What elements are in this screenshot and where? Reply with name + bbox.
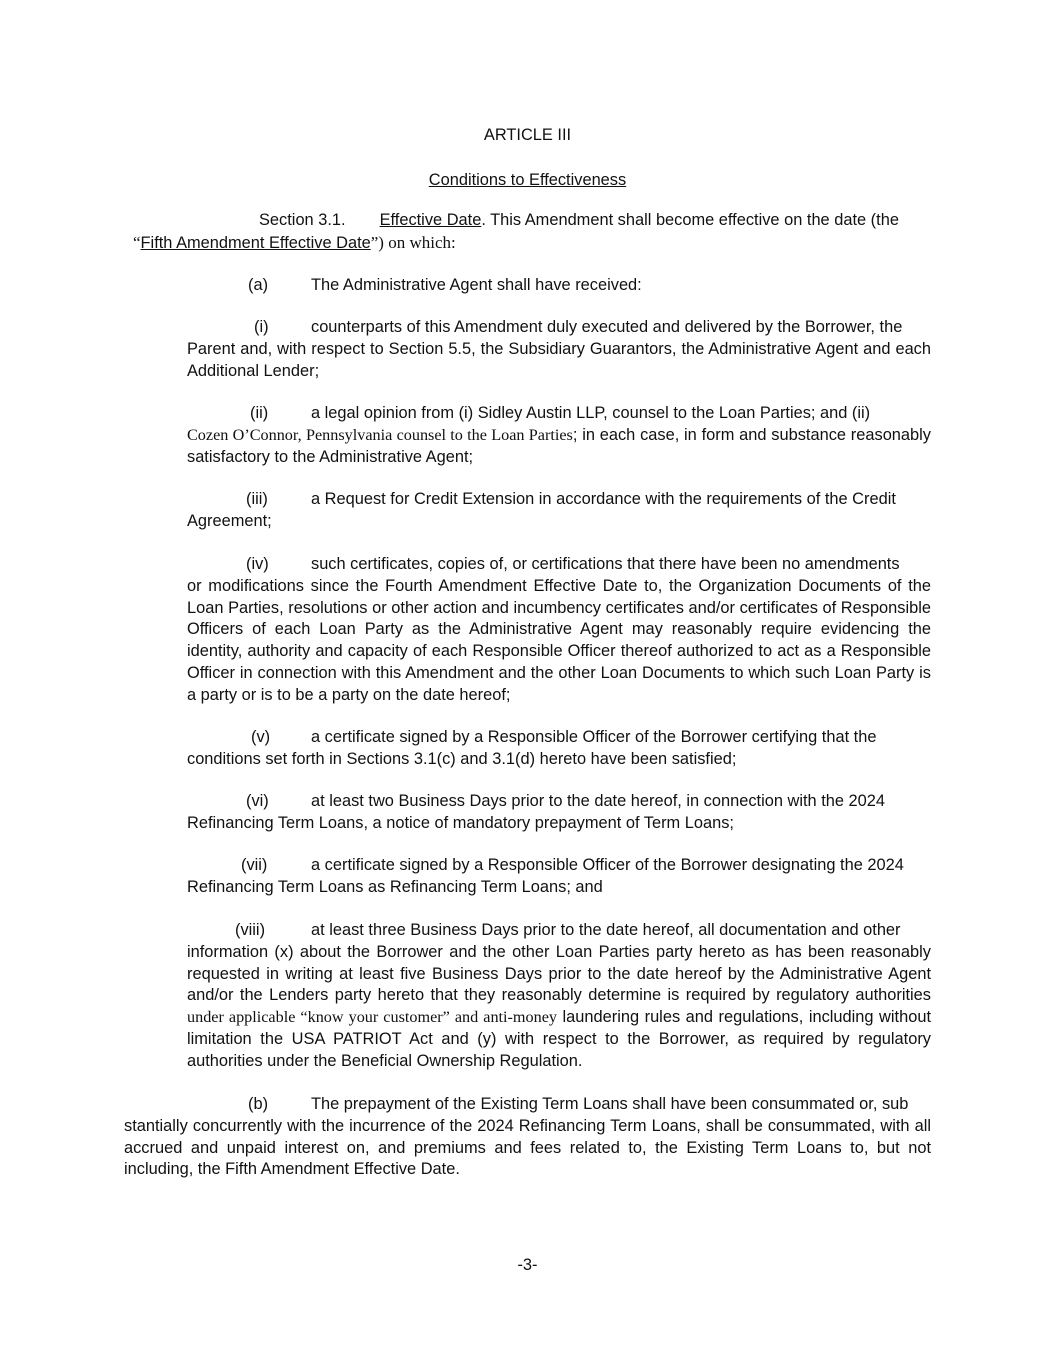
- clause-b: [124, 1094, 931, 1181]
- clause-b-label: (b): [248, 1095, 269, 1113]
- article-heading: Conditions to Effectiveness: [428, 171, 627, 189]
- item-first-line: a certificate signed by a Responsible Officer of the Borrower designating the 2024: [311, 856, 904, 874]
- clause-a-label: (a): [248, 276, 269, 294]
- item-vi: [187, 791, 931, 835]
- item-text-serif: Cozen O’Connor, Pennsylvania counsel to the Loan Parties: [187, 425, 573, 444]
- page-number: -3-: [517, 1256, 538, 1274]
- section-close-text: ”) on which:: [370, 232, 456, 252]
- item-i: [187, 317, 931, 382]
- item-text: conditions set forth in Sections 3.1(c) and 3.1(d) hereto have been satisfied;: [187, 749, 737, 768]
- item-first-line: at least two Business Days prior to the date hereof, in connection with the 2024: [311, 792, 886, 810]
- clause-a-text: The Administrative Agent shall have received:: [311, 276, 642, 294]
- item-label: (vii): [241, 856, 268, 874]
- item-first-line: a certificate signed by a Responsible Officer of the Borrower certifying that the: [311, 728, 877, 746]
- item-text: information (x) about the Borrower and the other Loan Parties party hereto as has been reasonably requested in writing at least five Business Days prior to the date hereof by the Administrative Agent and/or the Lenders party hereto that they reasonably determine is required by regulatory authorities: [187, 942, 931, 1005]
- item-text: or modifications since the Fourth Amendment Effective Date to, the Organization Documents of the Loan Parties, resolutions or other action and incumbency certificates and/or certificates of Responsible Officers of each Loan Party as the Administrative Agent may reasonably require evidencing the identity, authority and capacity of each Responsible Officer thereof authorized to act as a Responsible Officer in connection with this Amendment and the other Loan Documents to which such Loan Party is a party or is to be a party on the date hereof;: [187, 576, 931, 704]
- open-quote: “: [133, 232, 141, 252]
- item-label: (vi): [246, 792, 269, 810]
- section-text: . This Amendment shall become effective on the date (the: [481, 211, 899, 229]
- clause-b-text: stantially concurrently with the incurrence of the 2024 Refinancing Term Loans, shall be consummated, with all accrued and unpaid interest on, and premiums and fees related to, the Existing Term Loans to, but not including, the Fifth Amendment Effective Date.: [124, 1116, 931, 1179]
- item-text: Refinancing Term Loans as Refinancing Term Loans; and: [187, 877, 603, 896]
- item-iv: [187, 554, 931, 707]
- item-label: (viii): [235, 921, 266, 939]
- item-v: [187, 727, 931, 771]
- item-iii: [187, 489, 931, 533]
- section-title: Effective Date: [379, 211, 482, 229]
- item-label: (ii): [250, 404, 269, 422]
- item-viii: [187, 920, 931, 1073]
- item-text: Refinancing Term Loans, a notice of mandatory prepayment of Term Loans;: [187, 813, 734, 832]
- item-label: (iii): [246, 490, 268, 508]
- item-text: Agreement;: [187, 511, 272, 530]
- item-text-serif: under applicable “know your customer” and anti-money: [187, 1008, 557, 1027]
- item-label: (v): [251, 728, 271, 746]
- section-number: Section 3.1.: [259, 211, 346, 229]
- item-first-line: such certificates, copies of, or certifications that there have been no amendments: [311, 555, 900, 573]
- defined-term: Fifth Amendment Effective Date: [140, 233, 371, 252]
- item-first-line: counterparts of this Amendment duly executed and delivered by the Borrower, the: [311, 318, 903, 336]
- item-text: Parent and, with respect to Section 5.5, the Subsidiary Guarantors, the Administrative Agent and each Additional Lender;: [187, 339, 931, 380]
- item-first-line: at least three Business Days prior to the date hereof, all documentation and other: [311, 921, 901, 939]
- section-3-1-paragraph: [124, 210, 931, 255]
- item-first-line: a Request for Credit Extension in accordance with the requirements of the Credit: [311, 490, 896, 508]
- item-vii: [187, 855, 931, 899]
- item-text: ; in each case, in form and substance reasonably satisfactory to the Administrative Agent;: [187, 425, 931, 466]
- article-title: ARTICLE III: [483, 126, 572, 144]
- clause-b-first-line: The prepayment of the Existing Term Loans shall have been consummated or, sub: [311, 1095, 909, 1113]
- item-first-line: a legal opinion from (i) Sidley Austin LLP, counsel to the Loan Parties; and (ii): [311, 404, 871, 422]
- item-label: (i): [254, 318, 269, 336]
- item-label: (iv): [246, 555, 269, 573]
- item-ii: [187, 403, 931, 468]
- item-text-continued: laundering rules and regulations, including without limitation the USA PATRIOT Act and (y) with respect to the Borrower, as required by regulatory authorities under the Beneficial Ownership Regulation.: [187, 1008, 931, 1070]
